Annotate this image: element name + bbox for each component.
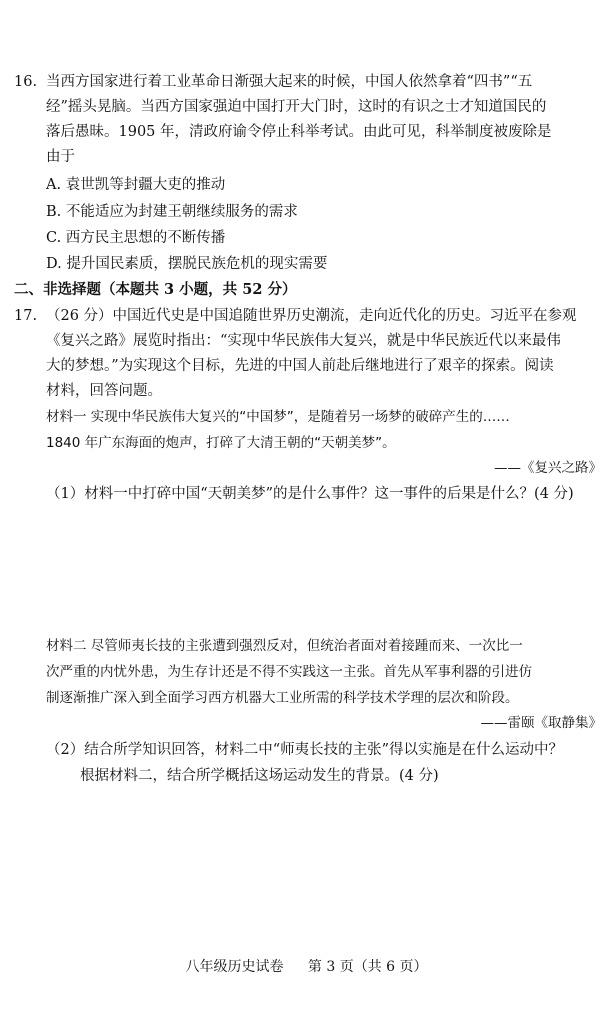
question-16-option-c: C. 西方民主思想的不断传播 xyxy=(46,230,226,246)
page-footer xyxy=(0,956,613,976)
question-17-number: 17. xyxy=(14,308,38,324)
question-17-text-line: 大的梦想。”为实现这个目标，先进的中国人前赴后继地进行了艰辛的探索。阅读 xyxy=(46,358,554,374)
question-17-text-line: （26 分）中国近代史是中国追随世界历史潮流，走向近代化的历史。习近平在参观 xyxy=(46,308,577,324)
material-2-line: 制逐渐推广深入到全面学习西方机器大工业所需的科学技术学理的层次和阶段。 xyxy=(46,690,519,706)
question-17-text-line: 《复兴之路》展览时指出：“实现中华民族伟大复兴，就是中华民族近代以来最伟 xyxy=(46,333,561,349)
question-16-option-b: B. 不能适应为封建王朝继续服务的需求 xyxy=(46,204,298,220)
question-16-text-line: 由于 xyxy=(46,149,75,165)
material-1-line: 材料一 实现中华民族伟大复兴的“中国梦”，是随着另一场梦的破碎产生的…… xyxy=(46,409,510,425)
sub-question-2: 根据材料二，结合所学概括这场运动发生的背景。(4 分) xyxy=(80,768,439,784)
question-16-text-line: 当西方国家进行着工业革命日渐强大起来的时候，中国人依然拿着“四书”“五 xyxy=(46,74,533,90)
material-2-line: 材料二 尽管师夷长技的主张遭到强烈反对，但统治者面对着接踵而来、一次比一 xyxy=(46,638,523,654)
question-16-number: 16. xyxy=(14,74,38,90)
question-17-text-line: 材料，回答问题。 xyxy=(46,383,162,399)
question-16-option-a: A. 袁世凯等封疆大吏的推动 xyxy=(46,177,226,193)
footer-subject: 八年级历史试卷 xyxy=(185,959,284,975)
material-1-source: ——《复兴之路》 xyxy=(494,460,602,476)
sub-question-1: （1）材料一中打碎中国“天朝美梦”的是什么事件？这一事件的后果是什么？(4 分) xyxy=(46,486,574,502)
question-16-option-d: D. 提升国民素质，摆脱民族危机的现实需要 xyxy=(46,256,328,272)
section-heading: 二、非选择题（本题共 3 小题，共 52 分） xyxy=(14,281,297,298)
question-16-text-line: 经”摇头晃脑。当西方国家强迫中国打开大门时，这时的有识之士才知道国民的 xyxy=(46,99,547,115)
question-16-text-line: 落后愚昧。1905 年，清政府谕令停止科举考试。由此可见，科举制度被废除是 xyxy=(46,124,552,140)
material-1-line: 1840 年广东海面的炮声，打碎了大清王朝的“天朝美梦”。 xyxy=(46,435,396,451)
material-2-line: 次严重的内忧外患，为生存计还是不得不实践这一主张。首先从军事利器的引进仿 xyxy=(46,664,532,680)
sub-question-2: （2）结合所学知识回答，材料二中“师夷长技的主张”得以实施是在什么运动中？ xyxy=(46,742,564,758)
material-2-source: ——雷颐《取静集》 xyxy=(480,715,602,731)
footer-page-number: 第 3 页（共 6 页） xyxy=(307,959,428,975)
